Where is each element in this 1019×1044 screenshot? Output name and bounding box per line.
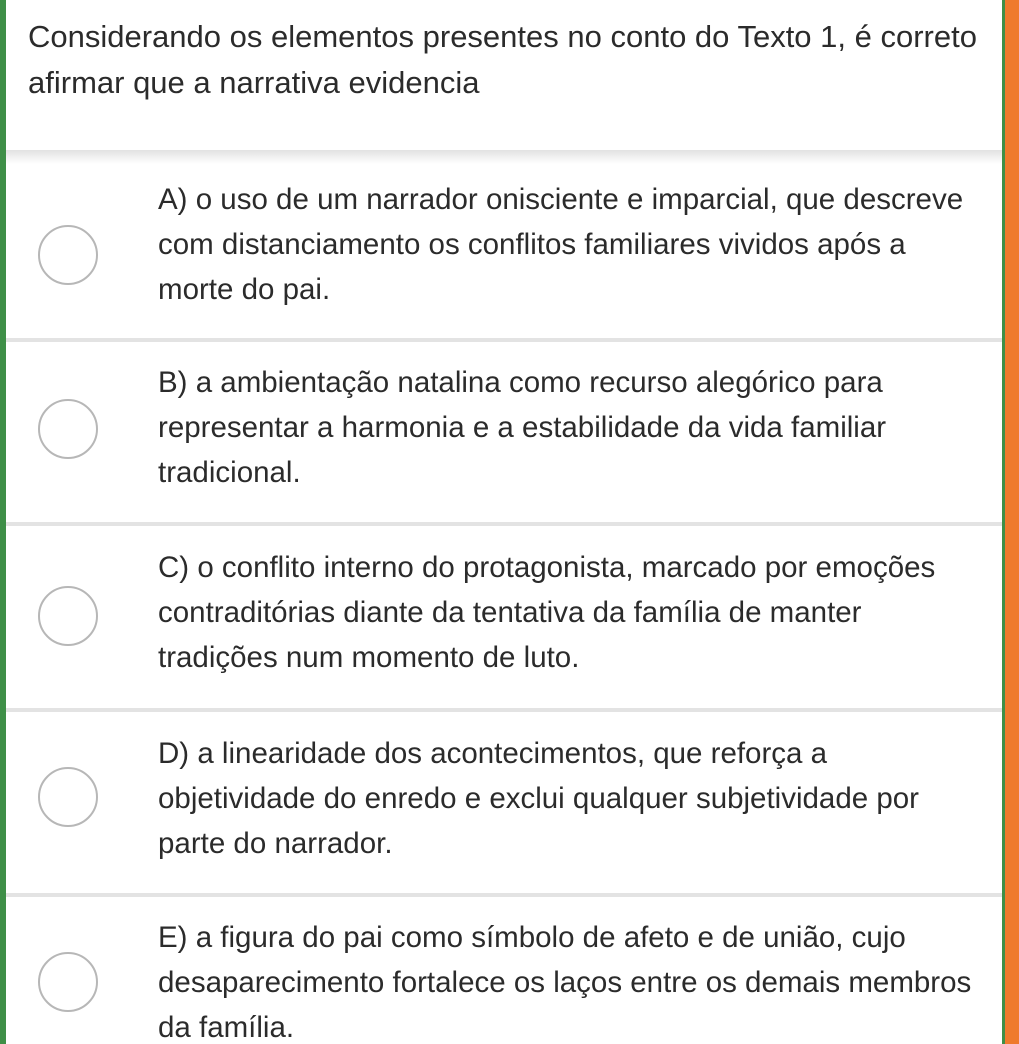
option-d[interactable] <box>6 726 1002 891</box>
right-accent-bar <box>1005 0 1019 1044</box>
option-a-radio[interactable] <box>38 225 98 285</box>
option-b-radio[interactable] <box>38 399 98 459</box>
question-text: Considerando os elementos presentes no conto do Texto 1, é correto afirmar que a narrativa evidencia <box>28 19 977 100</box>
option-a[interactable] <box>6 172 1002 337</box>
option-b[interactable] <box>6 355 1002 520</box>
option-divider <box>6 522 1002 526</box>
option-a-label: A) o uso de um narrador onisciente e imparcial, que descreve com distanciamento os conflitos familiares vividos após a morte do pai. <box>158 183 964 306</box>
option-d-label: D) a linearidade dos acontecimentos, que reforça a objetividade do enredo e exclui qualquer subjetividade por parte do narrador. <box>158 737 919 860</box>
option-divider <box>6 338 1002 342</box>
option-divider <box>6 708 1002 712</box>
question-separator <box>6 150 1002 164</box>
option-d-radio[interactable] <box>38 767 98 827</box>
option-e-label: E) a figura do pai como símbolo de afeto e de união, cujo desaparecimento fortalece os laços entre os demais membros da família. <box>158 921 972 1044</box>
option-c-radio[interactable] <box>38 586 98 646</box>
option-c[interactable] <box>6 540 1002 705</box>
option-divider <box>6 893 1002 897</box>
option-b-label: B) a ambientação natalina como recurso alegórico para representar a harmonia e a estabilidade da vida familiar tradicional. <box>158 366 887 489</box>
option-e[interactable] <box>6 910 1002 1044</box>
option-e-radio[interactable] <box>38 952 98 1012</box>
option-c-label: C) o conflito interno do protagonista, marcado por emoções contraditórias diante da tentativa da família de manter tradições num momento de luto. <box>158 551 936 674</box>
